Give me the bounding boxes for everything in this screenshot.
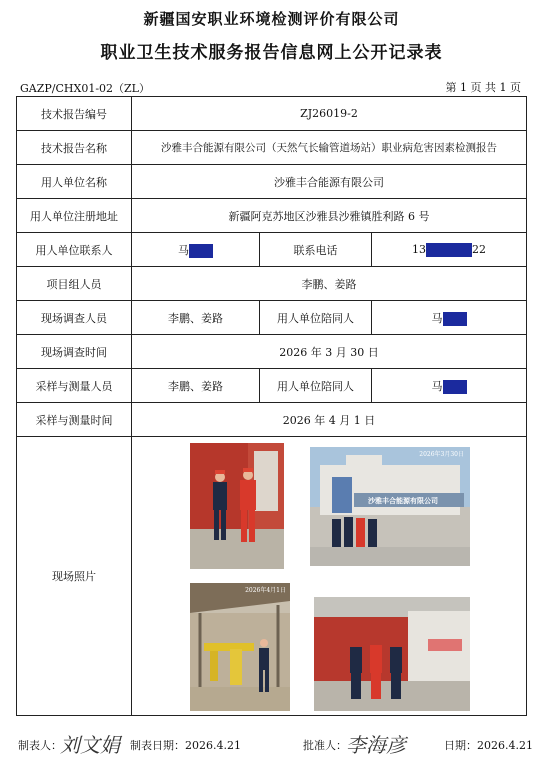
site-photo-2 [310,447,470,566]
row-sampling-staff [17,369,527,403]
maker-signature: 刘文娟 [60,733,120,757]
label-survey-staff: 现场调查人员 [17,301,132,335]
label-escort-1: 用人单位陪同人 [260,301,372,335]
photo-timestamp: 2026年4月1日 [245,587,286,594]
escort-surname: 马 [431,311,443,325]
photos-cell [132,437,527,716]
value-escort-1 [372,301,527,335]
value-report-no: ZJ26019-2 [132,97,527,131]
label-employer-name: 用人单位名称 [17,165,132,199]
value-team: 李鹏、姜路 [132,267,527,301]
row-team [17,267,527,301]
label-report-name: 技术报告名称 [17,131,132,165]
value-employer-addr: 新疆阿克苏地区沙雅县沙雅镇胜利路 6 号 [132,199,527,233]
redaction-box [443,312,467,326]
row-survey-time [17,335,527,369]
photo-timestamp: 2026年3月30日 [419,451,464,458]
value-report-name: 沙雅丰合能源有限公司（天然气长输管道场站）职业病危害因素检测报告 [132,131,527,165]
value-survey-staff: 李鹏、姜路 [132,301,260,335]
form-title: 职业卫生技术服务报告信息网上公开记录表 [100,43,443,63]
row-survey-staff [17,301,527,335]
approve-date: 日期：2026.4.21 [444,739,533,752]
site-photo-3 [190,583,290,711]
row-employer-name [17,165,527,199]
approver-label: 批准人： [303,739,347,752]
label-team: 项目组人员 [17,267,132,301]
redaction-box [426,243,472,257]
label-sampling-time: 采样与测量时间 [17,403,132,437]
row-report-no [17,97,527,131]
value-sampling-time: 2026 年 4 月 1 日 [132,403,527,437]
value-escort-2 [372,369,527,403]
organization-name: 新疆国安职业环境检测评价有限公司 [143,10,400,28]
label-phone: 联系电话 [260,233,372,267]
phone-suffix: 22 [472,242,486,256]
label-report-no: 技术报告编号 [17,97,132,131]
row-employer-addr [17,199,527,233]
row-report-name [17,131,527,165]
label-escort-2: 用人单位陪同人 [260,369,372,403]
redaction-box [443,380,467,394]
value-sampling-staff: 李鹏、姜路 [132,369,260,403]
label-employer-addr: 用人单位注册地址 [17,199,132,233]
row-sampling-time [17,403,527,437]
contact-surname: 马 [178,243,189,257]
value-employer-name: 沙雅丰合能源有限公司 [132,165,527,199]
redaction-box [189,244,213,258]
approver-signature: 李海彦 [346,733,406,757]
value-survey-time: 2026 年 3 月 30 日 [132,335,527,369]
site-photo-4 [314,597,470,711]
label-survey-time: 现场调查时间 [17,335,132,369]
row-photos [17,437,527,716]
row-contact [17,233,527,267]
value-contact [132,233,260,267]
label-sampling-staff: 采样与测量人员 [17,369,132,403]
page-number: 第 1 页 共 1 页 [445,81,521,94]
label-contact: 用人单位联系人 [17,233,132,267]
record-table [16,96,527,716]
site-photo-1 [190,443,284,569]
value-phone [372,233,527,267]
maker-label: 制表人： [18,739,62,752]
make-date: 制表日期：2026.4.21 [130,739,241,752]
form-code: GAZP/CHX01-02（ZL） [20,82,150,95]
label-photos: 现场照片 [17,437,132,716]
company-sign: 沙雅丰合能源有限公司 [368,496,438,505]
phone-prefix: 13 [412,242,426,256]
escort-surname: 马 [431,379,443,393]
